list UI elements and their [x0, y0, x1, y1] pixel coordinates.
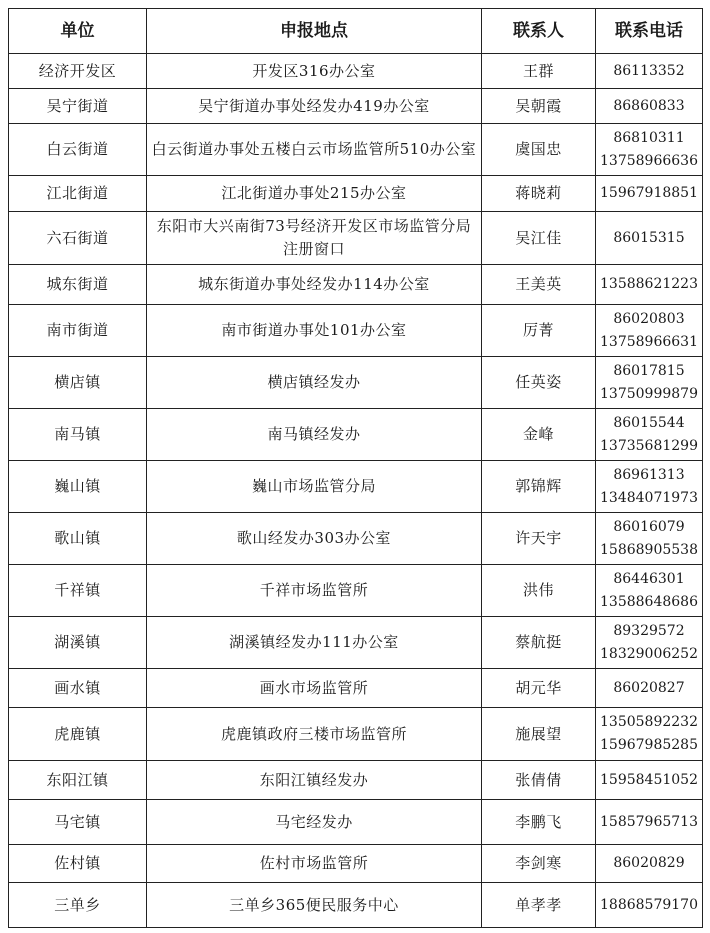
unit-cell: 巍山镇 — [9, 461, 147, 513]
phone-cell — [596, 761, 703, 800]
table-body — [9, 54, 703, 928]
phone-number: 15958451052 — [600, 771, 698, 788]
phone-cell — [596, 800, 703, 845]
contact-cell: 李剑寒 — [482, 845, 596, 883]
header-unit: 单位 — [9, 9, 147, 54]
phone-number: 86020827 — [613, 679, 685, 696]
table-row — [9, 761, 703, 800]
table-row — [9, 54, 703, 89]
table-row — [9, 357, 703, 409]
phone-number: 15967985285 — [600, 737, 698, 753]
location-cell: 城东街道办事处经发办114办公室 — [147, 265, 482, 305]
phone-cell — [596, 669, 703, 708]
phone-number: 13588648686 — [600, 593, 698, 610]
location-cell: 马宅经发办 — [147, 800, 482, 845]
phone-cell — [596, 461, 703, 513]
table-row — [9, 212, 703, 265]
phone-number: 86860833 — [613, 97, 685, 114]
table-row — [9, 305, 703, 357]
location-cell: 三单乡365便民服务中心 — [147, 883, 482, 928]
phone-number: 13505892232 — [600, 714, 698, 730]
phone-number: 18329006252 — [600, 645, 698, 662]
contact-cell: 蔡航挺 — [482, 617, 596, 669]
location-cell: 吴宁街道办事处经发办419办公室 — [147, 89, 482, 124]
phone-cell — [596, 357, 703, 409]
location-cell: 湖溪镇经发办111办公室 — [147, 617, 482, 669]
contact-cell: 单孝孝 — [482, 883, 596, 928]
table-row — [9, 176, 703, 212]
location-cell: 虎鹿镇政府三楼市场监管所 — [147, 708, 482, 761]
location-cell: 佐村市场监管所 — [147, 845, 482, 883]
unit-cell: 佐村镇 — [9, 845, 147, 883]
phone-number: 15967918851 — [600, 185, 698, 201]
unit-cell: 湖溪镇 — [9, 617, 147, 669]
contact-cell: 吴朝霞 — [482, 89, 596, 124]
phone-number: 86017815 — [613, 362, 685, 379]
location-cell: 歌山经发办303办公室 — [147, 513, 482, 565]
phone-cell — [596, 617, 703, 669]
contact-cell: 胡元华 — [482, 669, 596, 708]
table-row — [9, 669, 703, 708]
unit-cell: 城东街道 — [9, 265, 147, 305]
unit-cell: 虎鹿镇 — [9, 708, 147, 761]
contact-cell: 张倩倩 — [482, 761, 596, 800]
table-row — [9, 265, 703, 305]
phone-cell — [596, 565, 703, 617]
table-row — [9, 461, 703, 513]
phone-cell — [596, 176, 703, 212]
unit-cell: 东阳江镇 — [9, 761, 147, 800]
phone-number: 86446301 — [613, 570, 685, 587]
phone-number: 86113352 — [613, 62, 685, 79]
contact-table-wrapper — [8, 8, 703, 928]
phone-cell — [596, 54, 703, 89]
unit-cell: 吴宁街道 — [9, 89, 147, 124]
contact-cell: 厉菁 — [482, 305, 596, 357]
phone-cell — [596, 212, 703, 265]
table-row — [9, 617, 703, 669]
header-location: 申报地点 — [147, 9, 482, 54]
table-row — [9, 565, 703, 617]
phone-number: 13484071973 — [600, 489, 698, 506]
phone-number: 13750999879 — [600, 385, 698, 402]
contact-cell: 郭锦辉 — [482, 461, 596, 513]
contact-cell: 任英姿 — [482, 357, 596, 409]
phone-cell — [596, 305, 703, 357]
location-cell: 横店镇经发办 — [147, 357, 482, 409]
phone-number: 15868905538 — [600, 541, 698, 558]
phone-number: 86961313 — [613, 466, 685, 483]
phone-number: 13758966636 — [600, 152, 698, 169]
contact-cell: 蒋晓莉 — [482, 176, 596, 212]
unit-cell: 六石街道 — [9, 212, 147, 265]
phone-cell — [596, 265, 703, 305]
phone-number: 86810311 — [613, 129, 685, 146]
header-contact: 联系人 — [482, 9, 596, 54]
contact-cell: 李鹏飞 — [482, 800, 596, 845]
unit-cell: 马宅镇 — [9, 800, 147, 845]
phone-cell — [596, 409, 703, 461]
table-row — [9, 708, 703, 761]
phone-cell — [596, 513, 703, 565]
unit-cell: 横店镇 — [9, 357, 147, 409]
phone-number: 86020829 — [613, 855, 685, 871]
contact-cell: 洪伟 — [482, 565, 596, 617]
unit-cell: 江北街道 — [9, 176, 147, 212]
table-header-row — [9, 9, 703, 54]
phone-number: 13735681299 — [600, 437, 698, 454]
table-row — [9, 89, 703, 124]
unit-cell: 画水镇 — [9, 669, 147, 708]
contact-cell: 施展望 — [482, 708, 596, 761]
contact-cell: 吴江佳 — [482, 212, 596, 265]
unit-cell: 经济开发区 — [9, 54, 147, 89]
unit-cell: 歌山镇 — [9, 513, 147, 565]
phone-number: 13588621223 — [600, 276, 698, 292]
location-cell: 巍山市场监管分局 — [147, 461, 482, 513]
location-cell: 东阳市大兴南街73号经济开发区市场监管分局注册窗口 — [147, 212, 482, 265]
phone-cell — [596, 89, 703, 124]
table-row — [9, 800, 703, 845]
contact-cell: 虞国忠 — [482, 124, 596, 176]
contact-table — [8, 8, 703, 928]
phone-number: 89329572 — [613, 622, 685, 639]
location-cell: 南马镇经发办 — [147, 409, 482, 461]
contact-cell: 金峰 — [482, 409, 596, 461]
table-row — [9, 883, 703, 928]
table-row — [9, 845, 703, 883]
phone-number: 13758966631 — [600, 333, 698, 350]
contact-cell: 许天宇 — [482, 513, 596, 565]
contact-cell: 王美英 — [482, 265, 596, 305]
phone-number: 86015315 — [613, 229, 685, 246]
location-cell: 白云街道办事处五楼白云市场监管所510办公室 — [147, 124, 482, 176]
location-cell: 东阳江镇经发办 — [147, 761, 482, 800]
unit-cell: 白云街道 — [9, 124, 147, 176]
location-cell: 千祥市场监管所 — [147, 565, 482, 617]
phone-number: 15857965713 — [600, 813, 698, 830]
phone-cell — [596, 708, 703, 761]
unit-cell: 南马镇 — [9, 409, 147, 461]
phone-cell — [596, 124, 703, 176]
location-cell: 江北街道办事处215办公室 — [147, 176, 482, 212]
location-cell: 南市街道办事处101办公室 — [147, 305, 482, 357]
unit-cell: 三单乡 — [9, 883, 147, 928]
header-phone: 联系电话 — [596, 9, 703, 54]
phone-cell — [596, 883, 703, 928]
phone-number: 86020803 — [613, 310, 685, 327]
phone-number: 86016079 — [613, 518, 685, 535]
phone-number: 18868579170 — [600, 896, 698, 913]
table-row — [9, 124, 703, 176]
unit-cell: 南市街道 — [9, 305, 147, 357]
table-row — [9, 409, 703, 461]
phone-number: 86015544 — [613, 414, 685, 431]
table-row — [9, 513, 703, 565]
location-cell: 开发区316办公室 — [147, 54, 482, 89]
location-cell: 画水市场监管所 — [147, 669, 482, 708]
contact-cell: 王群 — [482, 54, 596, 89]
unit-cell: 千祥镇 — [9, 565, 147, 617]
phone-cell — [596, 845, 703, 883]
